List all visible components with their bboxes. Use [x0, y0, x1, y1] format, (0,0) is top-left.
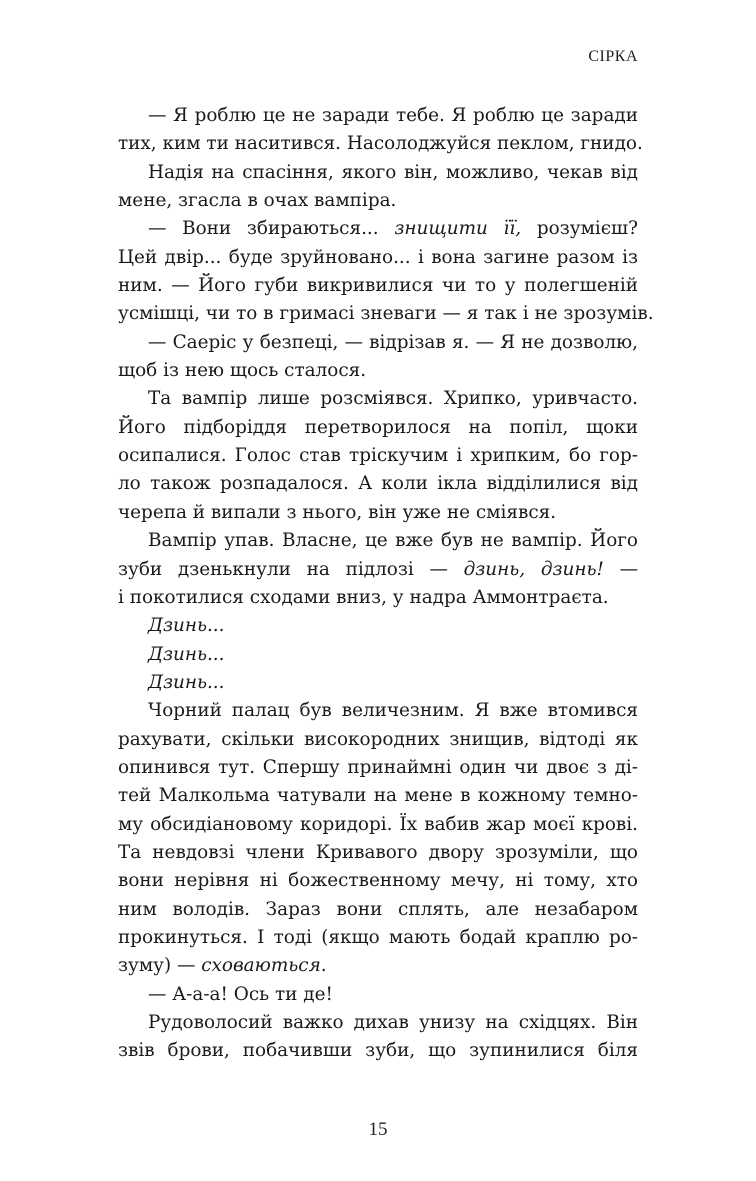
text-line — [118, 584, 638, 612]
text-line — [118, 896, 638, 924]
text-line — [118, 102, 638, 130]
text-segment: ним володів. Зараз вони сплять, але незабаром — [118, 898, 638, 920]
text-segment: рахувати, скільки високородних знищив, відтоді як — [118, 728, 638, 750]
text-line — [118, 187, 638, 215]
text-segment: звів брови, побачивши зуби, що зупинилися біля — [118, 1040, 638, 1062]
text-segment: прокинуться. І тоді (якщо мають бодай краплю ро- — [118, 926, 638, 948]
text-segment: . — [320, 955, 327, 977]
italic-text: сховаються — [201, 955, 321, 977]
text-line — [118, 952, 638, 980]
text-segment: — Я роблю це не заради тебе. Я роблю це заради — [148, 105, 638, 126]
running-header: СІРКА — [588, 48, 638, 65]
text-segment: черепа й випали з нього, він уже не сміявся. — [118, 501, 557, 523]
page-number: 15 — [368, 1119, 388, 1140]
text-line — [118, 811, 638, 839]
text-line — [118, 215, 638, 243]
text-line — [118, 754, 638, 782]
text-segment: — — [603, 558, 638, 580]
text-line — [118, 839, 638, 867]
text-segment: Рудоволосий важко дихав унизу на східцях. Він — [148, 1012, 638, 1033]
text-segment: осипалися. Голос став тріскучим і хрипким, бо гор- — [118, 445, 638, 467]
text-line — [118, 1009, 638, 1037]
italic-text: дзинь, дзинь! — [463, 558, 604, 580]
text-line — [118, 130, 643, 158]
text-line — [118, 924, 638, 952]
italic-text: Дзинь... — [148, 643, 225, 665]
text-line — [118, 1037, 638, 1065]
text-segment: ло також розпадалося. А коли ікла відділилися від — [118, 473, 638, 495]
italic-text: Дзинь... — [148, 671, 225, 693]
text-segment: і покотилися сходами вниз, у надра Аммонтраєта. — [118, 586, 609, 608]
text-segment: ним. — Його губи викривилися чи то у полегшеній — [118, 275, 638, 297]
italic-text: Дзинь... — [148, 615, 225, 637]
text-line — [118, 385, 638, 413]
text-segment: щоб із нею щось сталося. — [118, 360, 367, 382]
text-segment: тей Малкольма чатували на мене в кожному темно- — [118, 785, 638, 807]
text-segment: Та вампір лише розсміявся. Хрипко, уривчасто. — [148, 388, 638, 410]
text-segment: Вампір упав. Власне, це вже був не вампір. Його — [148, 530, 638, 552]
text-segment: зуби дзенькнули на підлозі — — [118, 558, 464, 580]
text-line — [118, 300, 654, 328]
text-segment: — Вони збираються... — [148, 218, 395, 240]
text-line — [118, 697, 638, 725]
text-line — [118, 527, 638, 555]
text-segment: розумієш? — [521, 218, 639, 240]
text-line — [118, 244, 638, 272]
text-line — [118, 159, 638, 187]
text-line — [118, 272, 638, 300]
text-segment: Чорний палац був величезним. Я вже втомився — [148, 700, 638, 722]
text-segment: вони нерівня ні божественному мечу, ні тому, хто — [118, 870, 638, 892]
text-line — [118, 612, 638, 640]
text-segment: тих, ким ти наситився. Насолоджуйся пеклом, гнидо. — [118, 133, 643, 155]
text-segment: зуму) — — [118, 955, 202, 977]
italic-text: знищити її, — [394, 218, 522, 240]
text-line — [118, 556, 638, 584]
text-segment: мене, згасла в очах вампіра. — [118, 190, 397, 212]
text-line — [118, 641, 638, 669]
text-line — [118, 470, 638, 498]
text-line — [118, 414, 638, 442]
text-line — [118, 981, 638, 1009]
body-text — [118, 102, 654, 1066]
text-line — [118, 782, 638, 810]
text-line — [118, 329, 638, 357]
text-segment: Його підборіддя перетворилося на попіл, щоки — [118, 416, 638, 438]
text-line — [118, 442, 638, 470]
text-segment: — Саеріс у безпеці, — відрізав я. — Я не дозволю, — [148, 331, 638, 353]
text-segment: Та невдовзі члени Кривавого двору зрозуміли, що — [118, 841, 638, 863]
text-line — [118, 726, 638, 754]
text-segment: Цей двір... буде зруйновано... і вона загине разом із — [118, 246, 638, 268]
text-segment: — А-а-а! Ось ти де! — [148, 983, 333, 1005]
text-line — [118, 867, 638, 895]
text-line — [118, 499, 638, 527]
text-segment: опинився тут. Спершу принаймні один чи двоє з ді- — [118, 756, 638, 778]
text-line — [118, 669, 638, 697]
text-segment: усмішці, чи то в гримасі зневаги — я так і не зрозумів. — [118, 303, 654, 325]
text-line — [118, 357, 638, 385]
text-segment: му обсидіановому коридорі. Їх вабив жар моєї крові. — [118, 813, 638, 835]
text-segment: Надія на спасіння, якого він, можливо, чекав від — [148, 161, 638, 183]
